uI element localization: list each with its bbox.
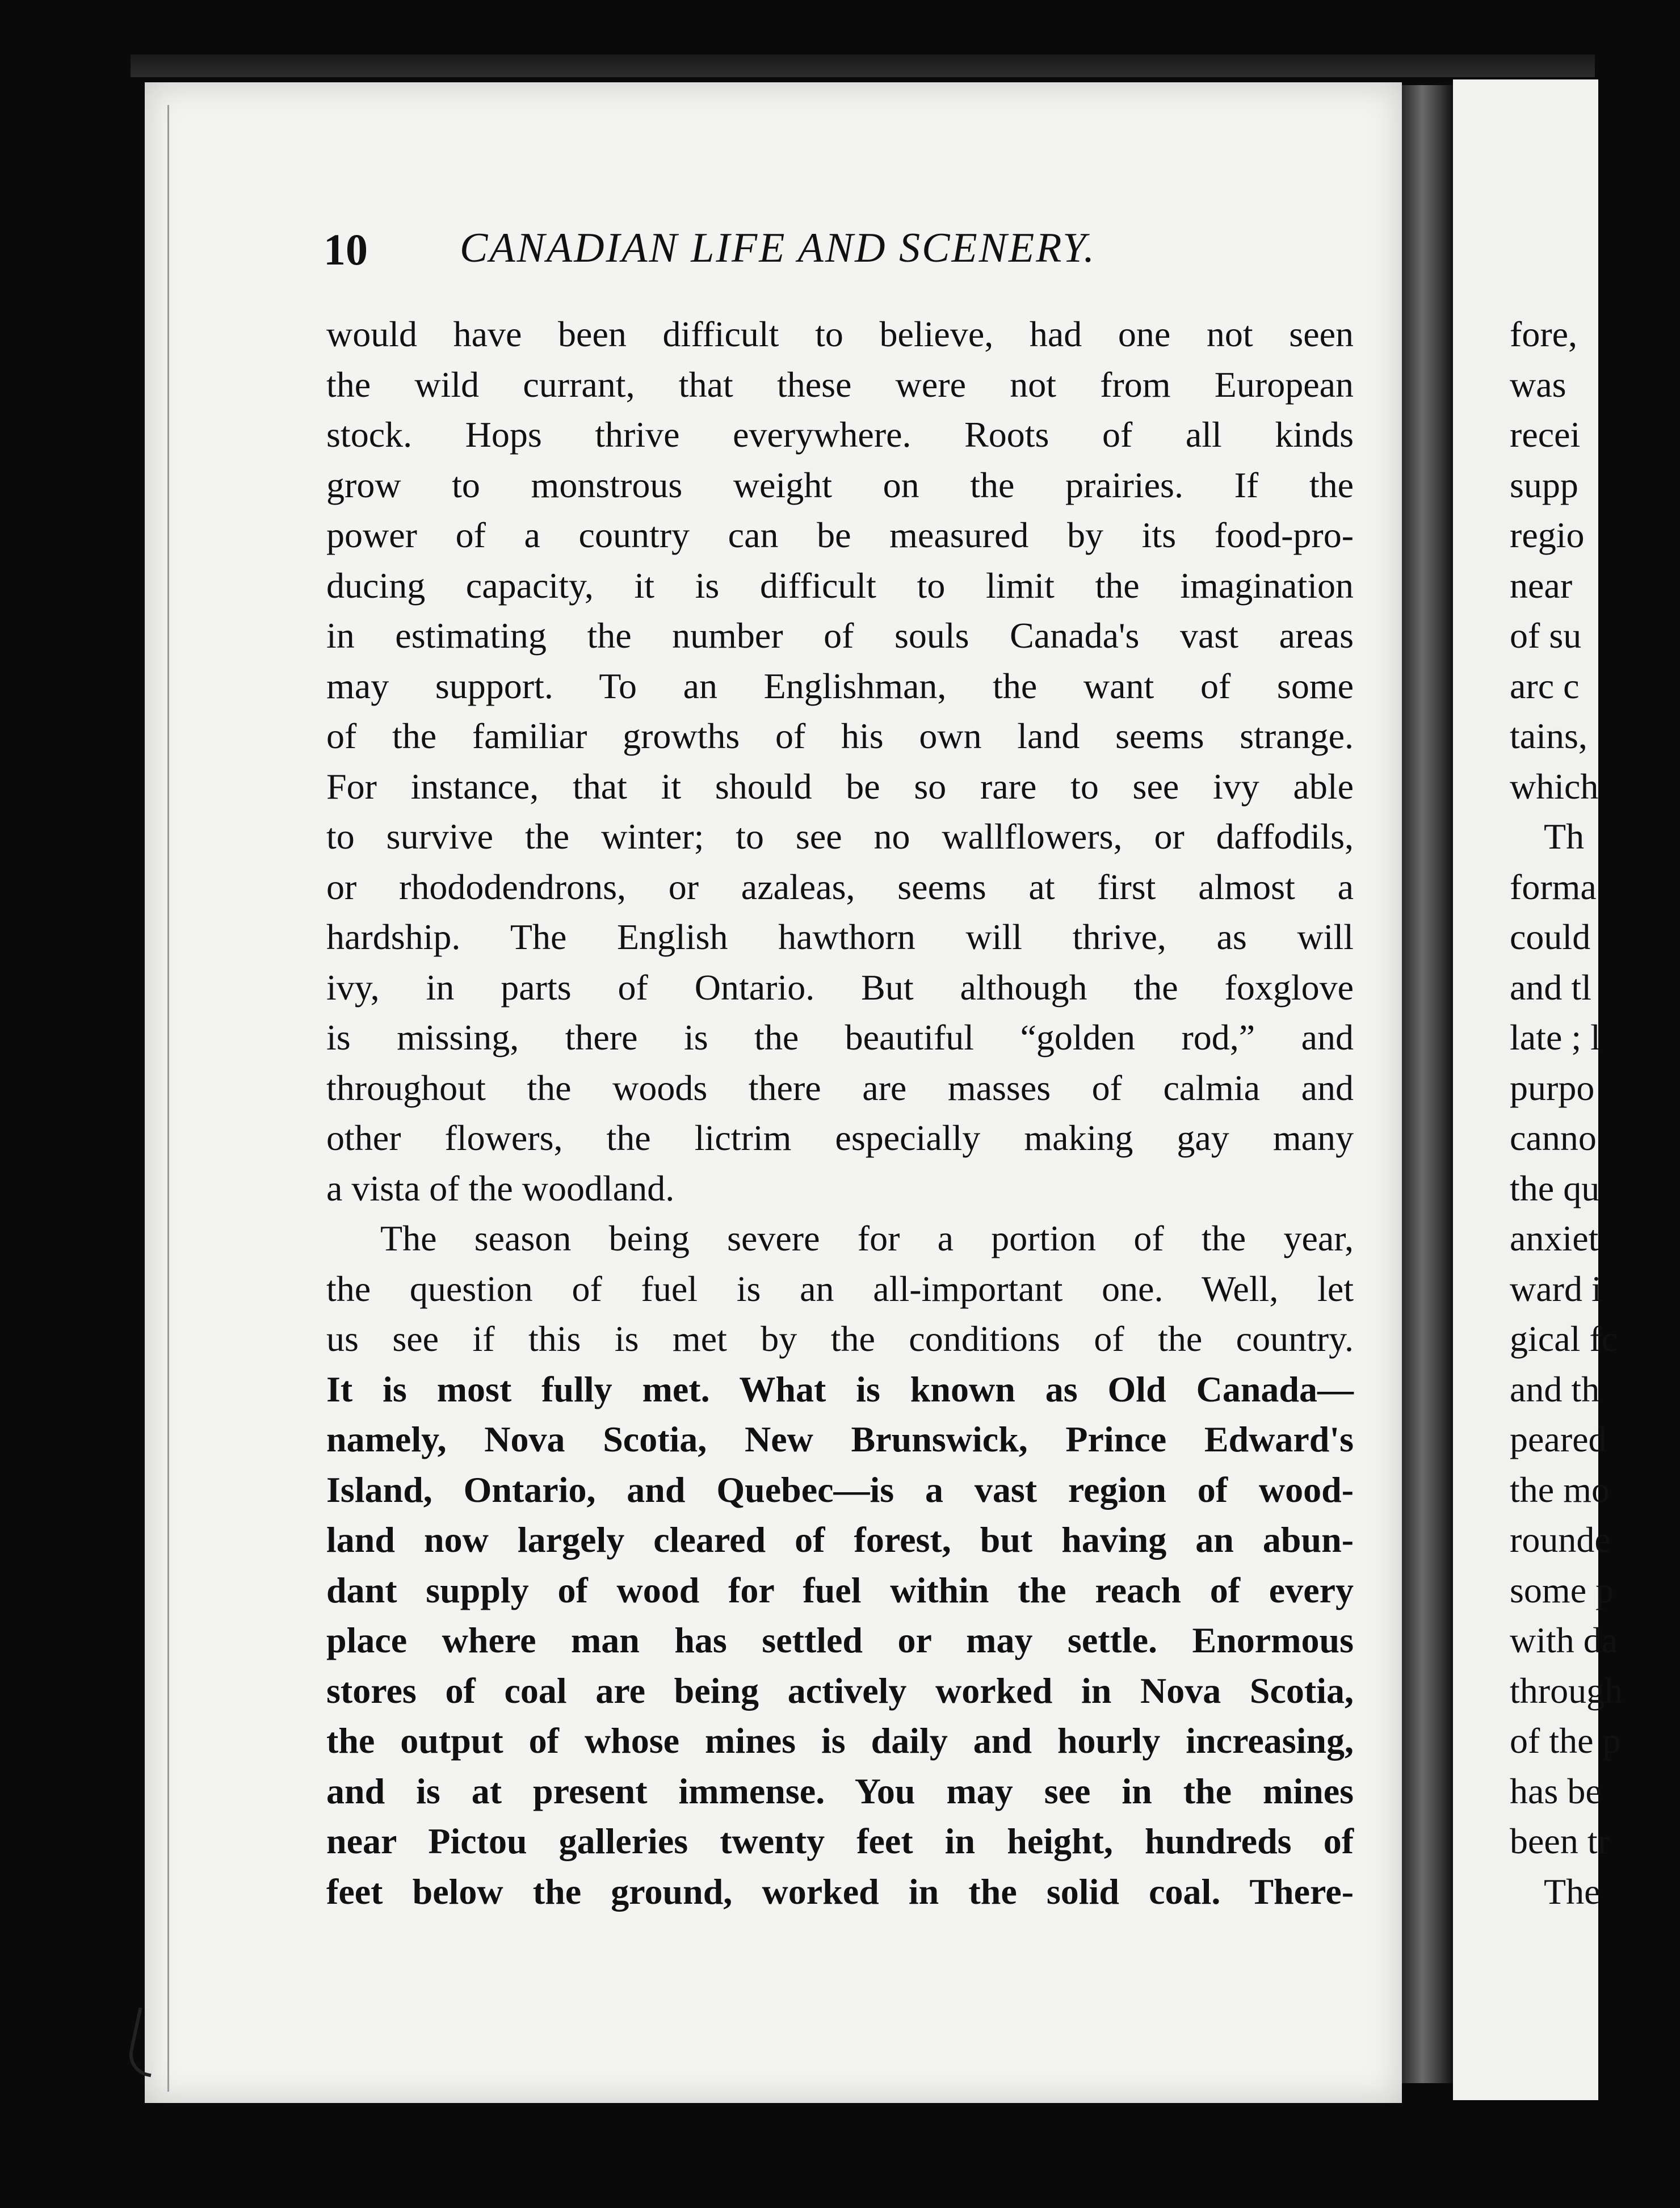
right-line: anxiet [1510, 1218, 1599, 1258]
text-line: is missing, there is the beautiful “golden rod,” and [326, 1017, 1354, 1057]
text-line: dant supply of wood for fuel within the reach of every [326, 1569, 1354, 1610]
text-line: Island, Ontario, and Quebec—is a vast region of wood- [326, 1469, 1354, 1510]
text-line: land now largely cleared of forest, but having an abun- [326, 1519, 1354, 1560]
right-line: could [1510, 917, 1591, 957]
text-line: or rhododendrons, or azaleas, seems at first almost a [326, 866, 1354, 907]
text-line: The season being severe for a portion of the year, [380, 1218, 1354, 1258]
right-line: ward i [1510, 1268, 1602, 1309]
right-line: recei [1510, 414, 1581, 455]
right-line: peared [1510, 1419, 1607, 1459]
text-line: feet below the ground, worked in the solid coal. There- [326, 1871, 1354, 1912]
right-line: and tl [1510, 967, 1591, 1008]
right-line: arc c [1510, 665, 1580, 706]
right-line: The [1544, 1871, 1601, 1912]
right-line: regio [1510, 515, 1585, 555]
text-line: would have been difficult to believe, had one not seen [326, 314, 1354, 354]
text-line: power of a country can be measured by its food-pro- [326, 515, 1354, 555]
body-text [326, 309, 1354, 1917]
right-line: canno [1510, 1118, 1597, 1158]
text-line: grow to monstrous weight on the prairies. If the [326, 464, 1354, 505]
text-line: place where man has settled or may settle. Enormous [326, 1620, 1354, 1660]
scan-border [131, 54, 1595, 77]
text-line: ivy, in parts of Ontario. But although the foxglove [326, 967, 1354, 1008]
right-line: which [1510, 766, 1599, 807]
right-line: was [1510, 364, 1566, 405]
page-header [324, 224, 1254, 281]
right-line: fore, [1510, 314, 1578, 354]
right-line: with da [1510, 1620, 1618, 1660]
right-line: gical fc [1510, 1319, 1618, 1359]
right-line: supp [1510, 464, 1578, 505]
text-line: in estimating the number of souls Canada's vast areas [326, 615, 1354, 656]
text-line: It is most fully met. What is known as Old Canada— [326, 1369, 1354, 1409]
text-line: stock. Hops thrive everywhere. Roots of all kinds [326, 414, 1354, 455]
book-gutter [1402, 85, 1453, 2083]
text-line: near Pictou galleries twenty feet in height, hundreds of [326, 1821, 1354, 1861]
right-page [1453, 79, 1623, 2100]
right-page-text [1510, 309, 1680, 1917]
text-line: namely, Nova Scotia, New Brunswick, Prince Edward's [326, 1419, 1354, 1459]
right-line: near [1510, 565, 1573, 606]
right-line: tains, [1510, 716, 1587, 756]
right-line: and th [1510, 1369, 1600, 1409]
right-line: purpo [1510, 1067, 1595, 1108]
right-line: forma [1510, 866, 1597, 907]
text-line: hardship. The English hawthorn will thrive, as will [326, 917, 1354, 957]
right-line: been tr [1510, 1821, 1610, 1861]
text-line: ducing capacity, it is difficult to limit the imagination [326, 565, 1354, 606]
text-line: and is at present immense. You may see in the mines [326, 1770, 1354, 1811]
right-line: of su [1510, 615, 1582, 656]
right-line: of the p [1510, 1720, 1621, 1761]
page-number: 10 [324, 225, 368, 274]
right-line: the mo [1510, 1469, 1610, 1510]
right-line: rounde [1510, 1519, 1611, 1560]
right-line: the qu [1510, 1168, 1600, 1208]
text-line: the question of fuel is an all-important one. Well, let [326, 1268, 1354, 1309]
text-line: of the familiar growths of his own land seems strange. [326, 716, 1354, 756]
right-line: late ; l [1510, 1017, 1601, 1057]
text-line: other flowers, the lictrim especially making gay many [326, 1118, 1354, 1158]
text-line: to survive the winter; to see no wallflowers, or daffodils, [326, 816, 1354, 857]
right-line: Th [1544, 816, 1585, 857]
text-line: stores of coal are being actively worked in Nova Scotia, [326, 1670, 1354, 1711]
running-title: CANADIAN LIFE AND SCENERY. [460, 225, 1096, 271]
text-line: For instance, that it should be so rare to see ivy able [326, 766, 1354, 807]
text-line: the output of whose mines is daily and hourly increasing, [326, 1720, 1354, 1761]
text-line: throughout the woods there are masses of calmia and [326, 1067, 1354, 1108]
right-line: has be [1510, 1770, 1602, 1811]
right-line: through [1510, 1670, 1623, 1711]
text-line: us see if this is met by the conditions of the country. [326, 1319, 1354, 1359]
text-line: may support. To an Englishman, the want of some [326, 665, 1354, 706]
text-line: a vista of the woodland. [326, 1168, 675, 1208]
text-line: the wild currant, that these were not from European [326, 364, 1354, 405]
right-line: some p [1510, 1569, 1614, 1610]
